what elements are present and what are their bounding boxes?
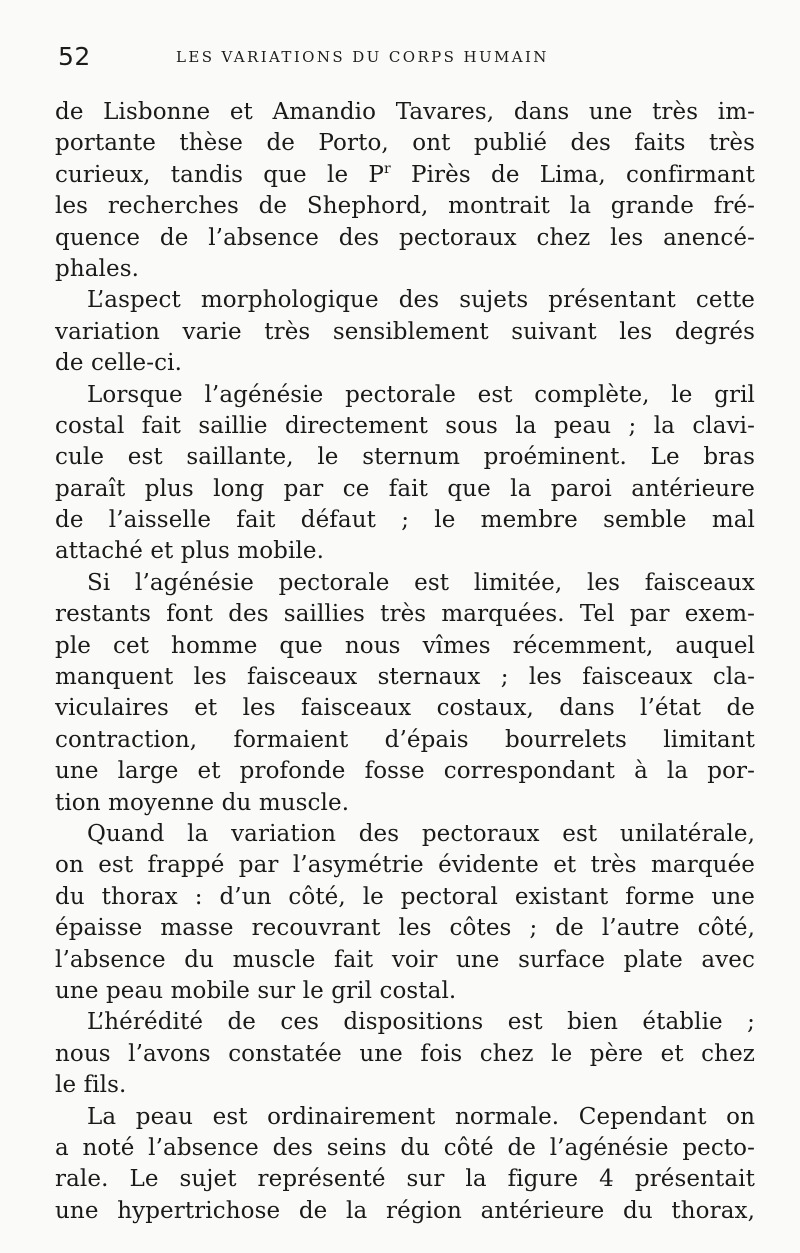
- text-line: Si l’agénésie pectorale est limitée, les faisceaux: [87, 569, 755, 596]
- text-line: L’hérédité de ces dispositions est bien établie ;: [87, 1009, 755, 1036]
- text-line: une large et profonde fosse correspondant à la por-: [55, 758, 755, 785]
- text-line: paraît plus long par ce fait que la paroi antérieure: [55, 475, 755, 502]
- text-line: nous l’avons constatée une fois chez le père et chez: [55, 1040, 755, 1067]
- text-line: phales.: [55, 255, 140, 282]
- text-line: curieux, tandis que le $P^r$ Pirès de Lima, confirmant: [55, 160, 755, 188]
- text-line: Lorsque l’agénésie pectorale est complète, le gril: [87, 381, 755, 408]
- text-line: contraction, formaient d’épais bourrelets limitant: [55, 726, 755, 753]
- text-line: les recherches de Shephord, montrait la grande fré-: [55, 193, 755, 220]
- page-header: [58, 42, 758, 78]
- running-title: LES VARIATIONS DU CORPS HUMAIN: [176, 48, 549, 66]
- text-line: de l’aisselle fait défaut ; le membre semble mal: [55, 507, 755, 534]
- text-line: ple cet homme que nous vîmes récemment, auquel: [55, 632, 755, 659]
- text-line: costal fait saillie directement sous la peau ; la clavi-: [55, 412, 755, 439]
- text-line: L’aspect morphologique des sujets présentant cette: [87, 287, 755, 314]
- text-line: a noté l’absence des seins du côté de l’agénésie pecto-: [55, 1134, 755, 1161]
- text-line: cule est saillante, le sternum proéminent. Le bras: [55, 444, 755, 471]
- text-line: on est frappé par l’asymétrie évidente et très marquée: [55, 852, 755, 879]
- text-line: restants font des saillies très marquées. Tel par exem-: [55, 601, 755, 628]
- text-line: le fils.: [55, 1072, 127, 1099]
- text-line: variation varie très sensiblement suivant les degrés: [55, 318, 755, 345]
- text-line: tion moyenne du muscle.: [55, 789, 350, 816]
- text-line: attaché et plus mobile.: [55, 538, 325, 565]
- text-line: de Lisbonne et Amandio Tavares, dans une très im-: [55, 99, 755, 125]
- text-line: de celle-ci.: [55, 350, 182, 377]
- text-line: une hypertrichose de la région antérieure du thorax,: [55, 1197, 755, 1224]
- text-line: viculaires et les faisceaux costaux, dans l’état de: [55, 695, 755, 722]
- text-line: une peau mobile sur le gril costal.: [55, 977, 457, 1004]
- body-text: [55, 97, 755, 1227]
- page-number: 52: [58, 42, 91, 71]
- text-line: La peau est ordinairement normale. Cependant on: [87, 1103, 755, 1130]
- text-line: rale. Le sujet représenté sur la figure 4 présentait: [55, 1166, 755, 1193]
- text-line: du thorax : d’un côté, le pectoral existant forme une: [55, 883, 755, 910]
- text-line: quence de l’absence des pectoraux chez les anencé-: [55, 224, 755, 251]
- text-line: épaisse masse recouvrant les côtes ; de l’autre côté,: [55, 915, 755, 942]
- text-line: Quand la variation des pectoraux est unilatérale,: [87, 820, 755, 847]
- text-line: l’absence du muscle fait voir une surface plate avec: [55, 946, 755, 973]
- text-line: manquent les faisceaux sternaux ; les faisceaux cla-: [55, 664, 755, 691]
- text-line: portante thèse de Porto, ont publié des faits très: [55, 130, 755, 157]
